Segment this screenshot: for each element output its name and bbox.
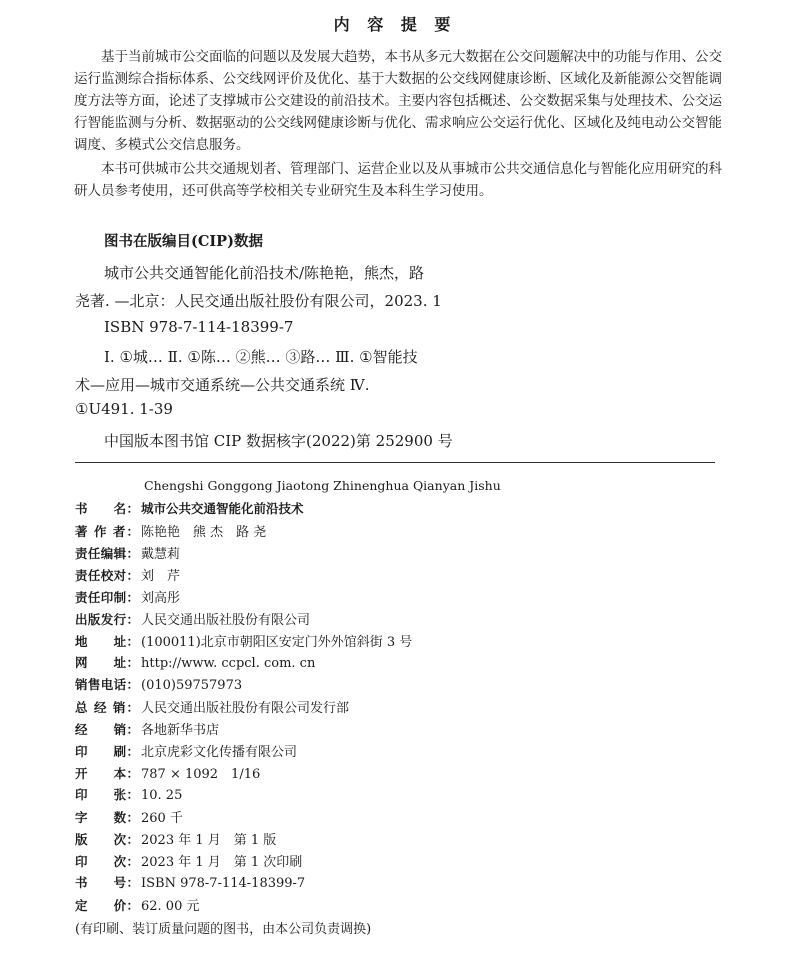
quality-notice: (有印刷、装订质量问题的图书，由本公司负责调换) [75, 922, 372, 937]
colophon-value: 各地新华书店 [141, 723, 220, 738]
cip-line-1: 城市公共交通智能化前沿技术/陈艳艳，熊杰，路 [104, 264, 425, 282]
colophon-value: http://www. ccpcl. com. cn [141, 656, 316, 671]
colophon-label: 责任校对： [75, 568, 139, 583]
colophon-label: 印 刷： [75, 744, 139, 759]
summary-title: 内 容 提 要 [333, 15, 457, 34]
colophon-label: 出版发行： [75, 612, 139, 627]
cip-line-5: 术—应用—城市交通系统—公共交通系统 Ⅳ. [75, 376, 370, 394]
colophon-label: 销售电话： [75, 677, 139, 692]
colophon-row [75, 587, 180, 608]
colophon-row [75, 521, 266, 542]
colophon-label: 印 张： [75, 787, 139, 802]
summary-paragraph-2: 本书可供城市公共交通规划者、管理部门、运营企业以及从事城市公共交通信息化与智能化应用研究的科研人员参考使用，还可供高等学校相关专业研究生及本科生学习使用。 [74, 161, 722, 199]
colophon-row [75, 565, 180, 586]
colophon-value: (010)59757973 [141, 678, 243, 693]
colophon-label: 总 经 销： [75, 700, 139, 715]
colophon-row [75, 719, 219, 740]
colophon-value: 2023 年 1 月 第 1 次印刷 [141, 855, 303, 870]
colophon-label: 经 销： [75, 722, 139, 737]
colophon-label: 版 次： [75, 832, 139, 847]
colophon-value: 62. 00 元 [141, 899, 200, 914]
colophon-value: 10. 25 [141, 788, 183, 803]
colophon-row [75, 543, 180, 564]
colophon-value: 陈艳艳 熊 杰 路 尧 [141, 525, 267, 540]
cip-line-3: ISBN 978-7-114-18399-7 [104, 318, 294, 336]
colophon-row [75, 763, 260, 784]
colophon-row [75, 609, 310, 630]
colophon-row [75, 873, 305, 894]
colophon-row [75, 499, 304, 520]
colophon-label: 责任编辑： [75, 546, 139, 561]
divider [75, 462, 715, 463]
colophon-label: 地 址： [75, 634, 139, 649]
colophon-row [75, 895, 199, 916]
colophon-value: 人民交通出版社股份有限公司 [141, 613, 311, 628]
colophon-label: 网 址： [75, 655, 139, 670]
colophon-label: 责任印制： [75, 590, 139, 605]
summary-paragraph-1: 基于当前城市公交面临的问题以及发展大趋势，本书从多元大数据在公交问题解决中的功能与作用、公交运行监测综合指标体系、公交线网评价及优化、基于大数据的公交线网健康诊断、区域化及新能源公交智能调度方法等方面，论述了支撑城市公交建设的前沿技术。主要内容包括概述、公交数据采集与处理技术、公交运行智能监测与分析、数据驱动的公交线网健康诊断与优化、需求响应公交运行优化、区域化及纯电动公交智能调度、多模式公交信息服务。 [74, 49, 722, 153]
cip-line-4: Ⅰ. ①城… Ⅱ. ①陈… ②熊… ③路… Ⅲ. ①智能技 [104, 348, 418, 366]
colophon-value: 北京虎彩文化传播有限公司 [141, 745, 298, 760]
cip-title: 图书在版编目(CIP)数据 [104, 233, 263, 250]
colophon-label: 字 数： [75, 810, 139, 825]
colophon-label: 开 本： [75, 766, 139, 781]
colophon-row [75, 631, 412, 652]
colophon-label: 书 名： [75, 501, 139, 516]
colophon-label: 定 价： [75, 898, 139, 913]
colophon-value: 2023 年 1 月 第 1 版 [141, 833, 277, 848]
cip-line-7: 中国版本图书馆 CIP 数据核字(2022)第 252900 号 [104, 432, 453, 450]
colophon-label: 著 作 者： [75, 524, 139, 539]
colophon-row [75, 785, 182, 806]
colophon-row [75, 851, 302, 872]
colophon-row [75, 653, 315, 674]
pinyin-title: Chengshi Gonggong Jiaotong Zhinenghua Qianyan Jishu [144, 478, 501, 493]
colophon-value: ISBN 978-7-114-18399-7 [141, 876, 306, 891]
colophon-label: 书 号： [75, 875, 139, 890]
colophon-value: 260 千 [141, 811, 183, 826]
colophon-value: 城市公共交通智能化前沿技术 [141, 501, 304, 516]
colophon-value: 刘 芹 [141, 569, 181, 584]
colophon-value: 人民交通出版社股份有限公司发行部 [141, 701, 350, 716]
colophon-value: (100011)北京市朝阳区安定门外外馆斜街 3 号 [141, 635, 413, 650]
cip-line-6: ①U491. 1-39 [75, 400, 173, 418]
colophon-value: 刘高彤 [141, 591, 181, 606]
cip-line-2: 尧著. —北京：人民交通出版社股份有限公司，2023. 1 [75, 292, 442, 310]
colophon-row [75, 829, 276, 850]
colophon-value: 787 × 1092 1/16 [141, 767, 261, 782]
colophon-row [75, 697, 349, 718]
colophon-value: 戴慧莉 [141, 547, 181, 562]
colophon-row [75, 741, 297, 762]
colophon-row [75, 675, 242, 696]
colophon-label: 印 次： [75, 854, 139, 869]
colophon-row [75, 807, 183, 828]
